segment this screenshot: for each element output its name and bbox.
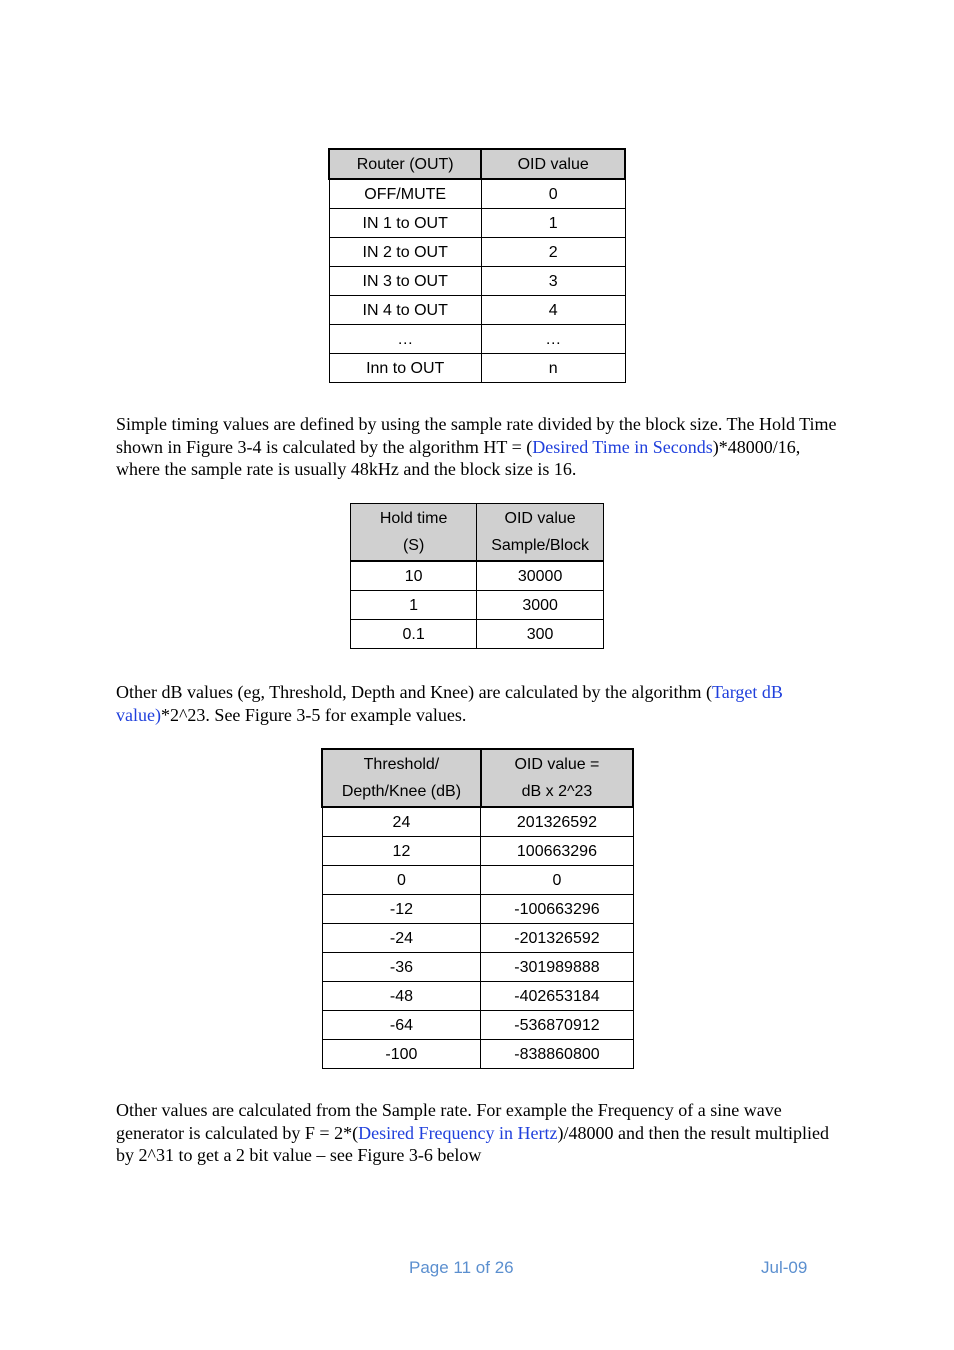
header-line: Hold time [379, 510, 448, 527]
table-header-row [329, 149, 625, 179]
table-cell: Inn to OUT [329, 354, 481, 383]
header-line: dB x 2^23 [521, 783, 593, 800]
column-header-oid [477, 504, 604, 562]
table-cell: 0 [481, 866, 633, 895]
paragraph-text: )*48000/16, where the sample rate is usually 48kHz and the block size is 16. [116, 436, 801, 479]
paragraph-text: Simple timing values are defined by using the sample rate divided by the block size. The Hold Time shown in Figure 3-4 is calculated by the algorithm HT = ( [116, 414, 837, 457]
paragraph-timing [116, 413, 846, 481]
table-row [329, 296, 625, 325]
db-value-table [321, 748, 634, 1069]
table-header-row [351, 504, 604, 562]
hold-time-table [350, 503, 604, 649]
table-cell: … [329, 325, 481, 354]
header-line: Sample/Block [491, 537, 590, 554]
paragraph-frequency [116, 1099, 846, 1167]
paragraph-db-values [116, 681, 846, 726]
table-cell: 300 [477, 620, 604, 649]
header-line: (S) [402, 537, 425, 554]
table-cell: 0.1 [351, 620, 477, 649]
table-cell: 10 [351, 561, 477, 591]
table-cell: 1 [351, 591, 477, 620]
table-cell: -64 [322, 1011, 481, 1040]
table-cell: … [481, 325, 625, 354]
table-cell: -36 [322, 953, 481, 982]
paragraph-text: *2^23. See Figure 3-5 for example values. [160, 704, 467, 725]
table-row [322, 924, 633, 953]
target-db-link[interactable]: Target dB value) [116, 682, 783, 725]
table-cell: 0 [481, 179, 625, 209]
table-cell: 0 [322, 866, 481, 895]
table-row [329, 325, 625, 354]
column-header-hold-time [351, 504, 477, 562]
paragraph-text: )/48000 and then the result multiplied by 2^31 to get a 2 bit value – see Figure 3-6 below [116, 1122, 829, 1165]
table-cell: 30000 [477, 561, 604, 591]
table-cell: n [481, 354, 625, 383]
table-row [351, 591, 604, 620]
table-row [322, 982, 633, 1011]
desired-frequency-link[interactable]: Desired Frequency in Hertz [358, 1122, 558, 1143]
table-cell: -838860800 [481, 1040, 633, 1069]
table-row [351, 561, 604, 591]
table-cell: 2 [481, 238, 625, 267]
page-number: Page 11 of 26 [409, 1258, 514, 1277]
header-line: OID value = [514, 756, 600, 773]
table-cell: -301989888 [481, 953, 633, 982]
table-cell: IN 4 to OUT [329, 296, 481, 325]
table-cell: OFF/MUTE [329, 179, 481, 209]
table-row [322, 1040, 633, 1069]
table-row [322, 895, 633, 924]
column-header-oid: OID value [481, 149, 625, 179]
column-header-threshold [322, 749, 481, 807]
table-cell: -48 [322, 982, 481, 1011]
table-cell: 24 [322, 807, 481, 837]
table-cell: IN 2 to OUT [329, 238, 481, 267]
table-cell: 3000 [477, 591, 604, 620]
table-cell: 1 [481, 209, 625, 238]
table-cell: 3 [481, 267, 625, 296]
table-row [329, 238, 625, 267]
table-row [322, 953, 633, 982]
table-cell: -24 [322, 924, 481, 953]
table-row [329, 209, 625, 238]
table-cell: IN 3 to OUT [329, 267, 481, 296]
table-cell: -201326592 [481, 924, 633, 953]
table-row [322, 866, 633, 895]
table-cell: 12 [322, 837, 481, 866]
column-header-router: Router (OUT) [329, 149, 481, 179]
table-cell: 100663296 [481, 837, 633, 866]
table-row [351, 620, 604, 649]
table-cell: -100663296 [481, 895, 633, 924]
table-row [329, 267, 625, 296]
table-cell: -402653184 [481, 982, 633, 1011]
table-cell: IN 1 to OUT [329, 209, 481, 238]
table-row [329, 179, 625, 209]
header-line: Threshold/ [363, 756, 440, 773]
table-row [322, 807, 633, 837]
table-row [322, 1011, 633, 1040]
table-header-row [322, 749, 633, 807]
paragraph-text: Other values are calculated from the Sample rate. For example the Frequency of a sine wave generator is calculated by F = 2*( [116, 1100, 782, 1143]
table-cell: -100 [322, 1040, 481, 1069]
paragraph-text: Other dB values (eg, Threshold, Depth and Knee) are calculated by the algorithm ( [116, 682, 712, 702]
header-line: OID value [504, 510, 576, 527]
footer-date: Jul-09 [761, 1258, 808, 1277]
desired-time-link[interactable]: Desired Time in Seconds [532, 436, 713, 457]
table-cell: -536870912 [481, 1011, 633, 1040]
header-line: Depth/Knee (dB) [341, 783, 462, 800]
table-cell: 201326592 [481, 807, 633, 837]
router-oid-table [328, 148, 626, 383]
table-cell: -12 [322, 895, 481, 924]
table-cell: 4 [481, 296, 625, 325]
table-row [322, 837, 633, 866]
table-row [329, 354, 625, 383]
column-header-oid [481, 749, 633, 807]
